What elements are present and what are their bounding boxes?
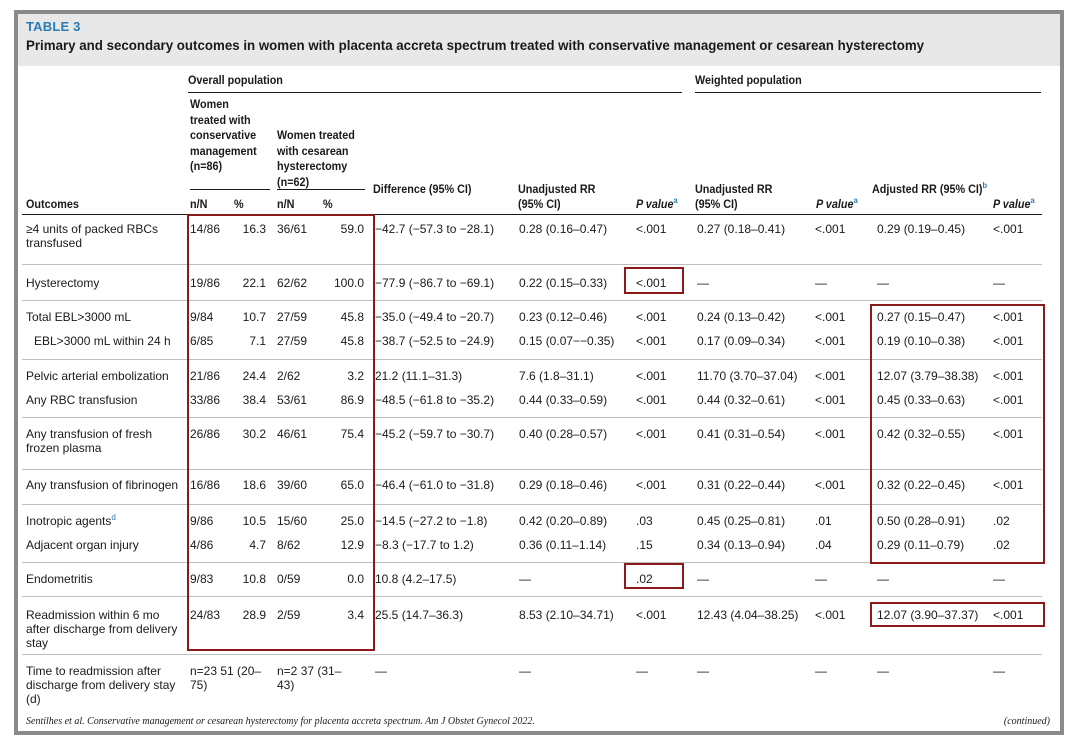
cell-pv1-text: .15 xyxy=(636,538,653,552)
cell-p1-text: 10.7 xyxy=(242,310,266,324)
highlight-box-readmission-adjusted xyxy=(870,602,1045,627)
cell-urr xyxy=(519,222,607,236)
cell-arr-text: 0.29 (0.11–0.79) xyxy=(877,538,965,552)
cell-pv3-text: <.001 xyxy=(993,310,1024,324)
cell-p2-text: 3.2 xyxy=(347,369,364,383)
cell-pv3 xyxy=(993,572,1005,586)
cell-pv3-text: — xyxy=(993,572,1005,586)
cell-p1-text: 38.4 xyxy=(242,393,266,407)
cell-wurr xyxy=(697,572,709,586)
cell-diff-text: 25.5 (14.7–36.3) xyxy=(375,608,464,622)
cell-pv1 xyxy=(636,538,653,552)
cell-n2-text: 2/62 xyxy=(277,369,301,383)
cell-p1-text: 24.4 xyxy=(242,369,266,383)
cell-n1-text: n=23 51 (20–75) xyxy=(190,664,262,692)
cell-pv1-text: <.001 xyxy=(636,393,667,407)
cell-outcome xyxy=(26,276,184,290)
overall-population-header: Overall population xyxy=(188,75,283,87)
cell-pv2-text: <.001 xyxy=(815,393,846,407)
table-number: TABLE 3 xyxy=(26,19,81,34)
cell-wurr-text: 0.17 (0.09–0.34) xyxy=(697,334,786,348)
cell-outcome xyxy=(26,222,184,250)
cell-outcome-text: Any RBC transfusion xyxy=(26,393,138,407)
cell-p2-text: 75.4 xyxy=(340,427,364,441)
cell-outcome-text: Time to readmission after discharge from delivery stay (d) xyxy=(26,664,176,706)
cell-outcome xyxy=(26,369,184,383)
cell-p2-text: 25.0 xyxy=(340,514,364,528)
cell-wurr-text: — xyxy=(697,664,709,678)
cell-n1-text: 33/86 xyxy=(190,393,221,407)
cell-pv3-text: <.001 xyxy=(993,334,1024,348)
cell-outcome-text: Inotropic agents xyxy=(26,514,112,528)
conservative-group-header: Women treated with conservative management (n=86) xyxy=(190,99,257,173)
cell-n1-text: 4/86 xyxy=(190,538,214,552)
cell-urr-text: 0.23 (0.12–0.46) xyxy=(519,310,608,324)
cell-wurr xyxy=(697,334,785,348)
cell-p2-text: 86.9 xyxy=(340,393,364,407)
cell-outcome-text: Readmission within 6 mo after discharge from delivery stay xyxy=(26,608,178,650)
cell-diff xyxy=(375,222,494,236)
cell-pv3 xyxy=(993,664,1005,678)
cell-pv1-text: <.001 xyxy=(636,369,667,383)
cell-arr xyxy=(877,222,965,236)
cell-outcome xyxy=(26,310,184,324)
cell-p2-text: 65.0 xyxy=(340,478,364,492)
cell-diff xyxy=(375,334,494,348)
cell-urr-text: 0.28 (0.16–0.47) xyxy=(519,222,608,236)
cell-p1-text: 10.5 xyxy=(242,514,266,528)
cell-n2-text: 2/59 xyxy=(277,608,301,622)
cell-wurr-text: 0.34 (0.13–0.94) xyxy=(697,538,786,552)
conservative-rule xyxy=(190,189,270,190)
cell-outcome xyxy=(26,572,184,586)
weighted-population-header: Weighted population xyxy=(695,75,802,87)
cell-diff xyxy=(375,393,494,407)
cell-p1-text: 16.3 xyxy=(242,222,266,236)
cell-pv2-text: <.001 xyxy=(815,310,846,324)
cell-pv2 xyxy=(815,276,827,290)
cell-p1-text: 4.7 xyxy=(249,538,266,552)
col-unadjusted-rr: Unadjusted RR (95% CI) xyxy=(518,184,596,211)
cell-arr-text: — xyxy=(877,664,889,678)
cell-pv1 xyxy=(636,310,666,324)
cell-wurr-text: — xyxy=(697,572,709,586)
cell-pv3-text: <.001 xyxy=(993,608,1024,622)
cell-pv1-text: <.001 xyxy=(636,334,667,348)
row-separator xyxy=(22,596,1042,597)
cell-n2-text: 53/61 xyxy=(277,393,308,407)
cell-pv1-text: <.001 xyxy=(636,608,667,622)
row-separator xyxy=(22,654,1042,655)
cell-n1-text: 9/84 xyxy=(190,310,214,324)
cell-diff-text: −38.7 (−52.5 to −24.9) xyxy=(375,334,495,348)
cell-n1-text: 9/83 xyxy=(190,572,214,586)
cell-urr xyxy=(519,334,614,348)
cell-pv2 xyxy=(815,222,845,236)
cell-pv2 xyxy=(815,572,827,586)
cell-outcome-text: Hysterectomy xyxy=(26,276,100,290)
highlight-box-counts xyxy=(187,214,375,651)
cell-diff-text: −46.4 (−61.0 to −31.8) xyxy=(375,478,495,492)
cell-pv2-text: <.001 xyxy=(815,369,846,383)
cell-n2-text: 39/60 xyxy=(277,478,308,492)
col-outcomes: Outcomes xyxy=(26,199,79,211)
cell-n1-text: 26/86 xyxy=(190,427,221,441)
cell-urr xyxy=(519,427,607,441)
cell-pv1-text: <.001 xyxy=(636,427,667,441)
cell-urr-text: 7.6 (1.8–31.1) xyxy=(519,369,594,383)
cell-diff-text: −35.0 (−49.4 to −20.7) xyxy=(375,310,495,324)
cell-outcome xyxy=(26,514,184,528)
cell-urr-text: 0.44 (0.33–0.59) xyxy=(519,393,608,407)
cell-n2-text: 62/62 xyxy=(277,276,308,290)
cell-urr xyxy=(519,369,594,383)
cell-pv3-text: — xyxy=(993,664,1005,678)
cell-arr xyxy=(877,664,889,678)
cell-p1-text: 10.8 xyxy=(242,572,266,586)
cell-urr xyxy=(519,478,607,492)
cell-pv3-text: <.001 xyxy=(993,393,1024,407)
cell-urr xyxy=(519,608,614,622)
col-pvalue-1: P value$^a$ xyxy=(636,196,678,211)
cell-diff xyxy=(375,608,463,622)
cell-wurr-text: 0.31 (0.22–0.44) xyxy=(697,478,786,492)
cell-pv1-text: <.001 xyxy=(636,478,667,492)
cell-wurr xyxy=(697,222,785,236)
table-title: Primary and secondary outcomes in women with placenta accreta spectrum treated with conservative management or cesarean hysterectomy xyxy=(26,37,925,53)
overall-rule xyxy=(188,92,682,93)
cell-arr-text: 0.45 (0.33–0.63) xyxy=(877,393,966,407)
cell-wurr-text: 0.27 (0.18–0.41) xyxy=(697,222,786,236)
cell-outcome xyxy=(26,608,184,650)
cell-n1-text: 14/86 xyxy=(190,222,221,236)
cell-p2-text: 59.0 xyxy=(340,222,364,236)
highlight-box-endometritis-pvalue xyxy=(624,563,684,589)
cell-pv1 xyxy=(636,369,666,383)
cell-diff xyxy=(375,664,387,678)
footnote-marker: d xyxy=(111,513,116,522)
cell-urr-text: 0.22 (0.15–0.33) xyxy=(519,276,608,290)
cell-pv2 xyxy=(815,514,832,528)
cell-pv2-text: — xyxy=(815,664,827,678)
col-nN-conservative: n/N xyxy=(190,199,208,211)
row-separator xyxy=(22,300,1042,301)
cell-pv1-text: .02 xyxy=(636,572,653,586)
cell-n2-text: 36/61 xyxy=(277,222,308,236)
cell-pv1 xyxy=(636,222,666,236)
cesarean-rule xyxy=(277,189,365,190)
cell-outcome-text: Adjacent organ injury xyxy=(26,538,139,552)
cell-pv2-text: <.001 xyxy=(815,608,846,622)
cell-wurr xyxy=(697,538,785,552)
cell-urr-text: — xyxy=(519,664,531,678)
cell-p2-text: 0.0 xyxy=(347,572,364,586)
cell-outcome xyxy=(26,538,184,552)
cell-p2-text: 3.4 xyxy=(347,608,364,622)
cell-n2-text: 46/61 xyxy=(277,427,308,441)
cell-outcome-text: Pelvic arterial embolization xyxy=(26,369,169,383)
cell-wurr-text: 0.45 (0.25–0.81) xyxy=(697,514,786,528)
cell-pv1 xyxy=(636,427,666,441)
row-separator xyxy=(22,264,1042,265)
cell-pv2 xyxy=(815,478,845,492)
cell-wurr xyxy=(697,608,798,622)
cell-urr xyxy=(519,514,607,528)
cell-n1-text: 24/83 xyxy=(190,608,221,622)
cell-arr-text: 0.32 (0.22–0.45) xyxy=(877,478,966,492)
cell-urr xyxy=(519,572,531,586)
cell-p1-text: 22.1 xyxy=(242,276,266,290)
cell-arr-text: — xyxy=(877,572,889,586)
table-titlebar xyxy=(18,14,1060,66)
cell-diff xyxy=(375,478,494,492)
cell-urr-text: — xyxy=(519,572,531,586)
cell-pv2-text: <.001 xyxy=(815,478,846,492)
weighted-rule xyxy=(695,92,1041,93)
cell-wurr xyxy=(697,276,709,290)
cell-p1-text: 28.9 xyxy=(242,608,266,622)
cell-outcome-text: EBL>3000 mL within 24 h xyxy=(34,334,171,348)
cell-n1-text: 19/86 xyxy=(190,276,221,290)
cesarean-group-header: Women treated with cesarean hysterectomy (n=62) xyxy=(277,130,355,189)
cell-diff xyxy=(375,369,462,383)
cell-outcome xyxy=(26,427,184,455)
cell-pv1-text: <.001 xyxy=(636,310,667,324)
cell-arr xyxy=(877,276,889,290)
continued-label: (continued) xyxy=(1003,716,1050,727)
cell-wurr xyxy=(697,664,709,678)
highlight-box-adjusted-rr xyxy=(870,304,1045,564)
cell-urr-text: 0.42 (0.20–0.89) xyxy=(519,514,608,528)
cell-outcome xyxy=(26,393,184,407)
cell-wurr xyxy=(697,393,785,407)
cell-pv1-text: <.001 xyxy=(636,276,667,290)
cell-outcome xyxy=(26,478,184,492)
cell-urr-text: 8.53 (2.10–34.71) xyxy=(519,608,614,622)
cell-pv2-text: .04 xyxy=(815,538,832,552)
cell-n2-text: 0/59 xyxy=(277,572,301,586)
cell-arr-text: 12.07 (3.79–38.38) xyxy=(877,369,979,383)
cell-pv2 xyxy=(815,538,832,552)
cell-n1-text: 21/86 xyxy=(190,369,221,383)
cell-pv3-text: .02 xyxy=(993,514,1010,528)
cell-pv1-text: <.001 xyxy=(636,222,667,236)
cell-wurr-text: 11.70 (3.70–37.04) xyxy=(697,369,798,383)
cell-pv3 xyxy=(993,222,1023,236)
cell-diff xyxy=(375,538,474,552)
cell-pv3-text: <.001 xyxy=(993,369,1024,383)
cell-pv2 xyxy=(815,664,827,678)
cell-n1-text: 6/85 xyxy=(190,334,214,348)
cell-outcome-text: Any transfusion of fresh frozen plasma xyxy=(26,427,153,455)
col-pct-conservative: % xyxy=(234,199,244,211)
cell-arr xyxy=(877,572,889,586)
cell-p2-text: 12.9 xyxy=(340,538,364,552)
cell-diff-text: 21.2 (11.1–31.3) xyxy=(375,369,463,383)
col-weighted-unadjusted-rr: Unadjusted RR (95% CI) xyxy=(695,184,773,211)
cell-pv1-text: — xyxy=(636,664,648,678)
cell-pv2 xyxy=(815,608,845,622)
cell-urr xyxy=(519,538,606,552)
cell-wurr xyxy=(697,478,785,492)
cell-diff xyxy=(375,276,494,290)
cell-pv2-text: — xyxy=(815,276,827,290)
cell-outcome-text: ≥4 units of packed RBCs transfused xyxy=(26,222,158,250)
cell-n1-text: 16/86 xyxy=(190,478,221,492)
cell-diff xyxy=(375,310,494,324)
cell-urr-text: 0.29 (0.18–0.46) xyxy=(519,478,608,492)
cell-n2-text: 8/62 xyxy=(277,538,301,552)
cell-pv3-text: <.001 xyxy=(993,222,1024,236)
cell-diff-text: −77.9 (−86.7 to −69.1) xyxy=(375,276,495,290)
cell-pv2-text: — xyxy=(815,572,827,586)
cell-pv3-text: <.001 xyxy=(993,478,1024,492)
cell-pv2-text: <.001 xyxy=(815,222,846,236)
cell-pv1 xyxy=(636,608,666,622)
cell-n2-text: 27/59 xyxy=(277,334,308,348)
cell-p2-text: 45.8 xyxy=(340,334,364,348)
cell-pv2-text: <.001 xyxy=(815,334,846,348)
cell-diff-text: −14.5 (−27.2 to −1.8) xyxy=(375,514,488,528)
cell-pv3-text: <.001 xyxy=(993,427,1024,441)
cell-wurr-text: — xyxy=(697,276,709,290)
col-pvalue-2: P value$^a$ xyxy=(816,196,858,211)
cell-p1-text: 7.1 xyxy=(249,334,266,348)
cell-urr-text: 0.40 (0.28–0.57) xyxy=(519,427,608,441)
cell-p2-text: 45.8 xyxy=(340,310,364,324)
cell-wurr xyxy=(697,310,785,324)
cell-urr-text: 0.36 (0.11–1.14) xyxy=(519,538,607,552)
cell-outcome-text: Any transfusion of fibrinogen xyxy=(26,478,179,492)
cell-outcome-text: Total EBL>3000 mL xyxy=(26,310,132,324)
cell-wurr xyxy=(697,369,798,383)
cell-pv3 xyxy=(993,276,1005,290)
cell-diff-text: −48.5 (−61.8 to −35.2) xyxy=(375,393,495,407)
cell-diff xyxy=(375,514,487,528)
cell-diff-text: −45.2 (−59.7 to −30.7) xyxy=(375,427,495,441)
cell-pv2 xyxy=(815,369,845,383)
cell-pv2-text: .01 xyxy=(815,514,832,528)
table-footer: Sentilhes et al. Conservative management or cesarean hysterectomy for placenta accreta spectrum. Am J Obstet Gynecol 2022. xyxy=(26,716,535,727)
cell-n1 xyxy=(190,664,270,692)
cell-p1-text: 18.6 xyxy=(242,478,266,492)
cell-diff-text: 10.8 (4.2–17.5) xyxy=(375,572,457,586)
header-rule xyxy=(22,214,1042,215)
cell-wurr-text: 12.43 (4.04–38.25) xyxy=(697,608,799,622)
cell-outcome-text: Endometritis xyxy=(26,572,93,586)
cell-n1-text: 9/86 xyxy=(190,514,214,528)
cell-wurr-text: 0.24 (0.13–0.42) xyxy=(697,310,786,324)
cell-arr-text: 0.27 (0.15–0.47) xyxy=(877,310,966,324)
cell-pv2 xyxy=(815,334,845,348)
cell-arr-text: 12.07 (3.90–37.37) xyxy=(877,608,979,622)
cell-arr-text: 0.42 (0.32–0.55) xyxy=(877,427,966,441)
table-frame xyxy=(14,10,1064,735)
cell-urr xyxy=(519,664,531,678)
cell-arr-text: 0.19 (0.10–0.38) xyxy=(877,334,966,348)
cell-wurr-text: 0.41 (0.31–0.54) xyxy=(697,427,786,441)
cell-wurr-text: 0.44 (0.32–0.61) xyxy=(697,393,786,407)
col-pct-cesarean: % xyxy=(323,199,333,211)
cell-pv1-text: .03 xyxy=(636,514,653,528)
cell-urr xyxy=(519,393,607,407)
col-difference: Difference (95% CI) xyxy=(373,184,472,196)
cell-diff-text: −8.3 (−17.7 to 1.2) xyxy=(375,538,474,552)
cell-pv1 xyxy=(636,393,666,407)
cell-pv3-text: — xyxy=(993,276,1005,290)
col-pvalue-3: P value$^a$ xyxy=(993,196,1035,211)
cell-outcome xyxy=(26,664,184,706)
cell-wurr xyxy=(697,427,785,441)
cell-p1-text: 30.2 xyxy=(242,427,266,441)
cell-outcome xyxy=(34,334,192,348)
cell-pv2 xyxy=(815,427,845,441)
highlight-box-hysterectomy-pvalue xyxy=(624,267,684,294)
cell-diff-text: −42.7 (−57.3 to −28.1) xyxy=(375,222,495,236)
cell-arr-text: 0.50 (0.28–0.91) xyxy=(877,514,966,528)
cell-urr xyxy=(519,276,607,290)
cell-p2-text: 100.0 xyxy=(333,276,364,290)
cell-n2-text: 15/60 xyxy=(277,514,308,528)
cell-pv1 xyxy=(636,664,648,678)
cell-pv1 xyxy=(636,514,653,528)
cell-urr-text: 0.15 (0.07−−0.35) xyxy=(519,334,615,348)
cell-pv1 xyxy=(636,334,666,348)
cell-diff-text: — xyxy=(375,664,387,678)
cell-urr xyxy=(519,310,607,324)
cell-n2-text: n=2 37 (31–43) xyxy=(277,664,342,692)
col-adjusted-rr: Adjusted RR (95% CI)$^b$ xyxy=(872,181,988,196)
cell-pv2-text: <.001 xyxy=(815,427,846,441)
cell-pv2 xyxy=(815,310,845,324)
cell-wurr xyxy=(697,514,785,528)
cell-pv3-text: .02 xyxy=(993,538,1010,552)
col-nN-cesarean: n/N xyxy=(277,199,295,211)
cell-pv2 xyxy=(815,393,845,407)
cell-diff xyxy=(375,572,456,586)
cell-n2 xyxy=(277,664,357,692)
cell-arr-text: 0.29 (0.19–0.45) xyxy=(877,222,966,236)
cell-n2-text: 27/59 xyxy=(277,310,308,324)
cell-arr-text: — xyxy=(877,276,889,290)
cell-diff xyxy=(375,427,494,441)
cell-pv1 xyxy=(636,478,666,492)
